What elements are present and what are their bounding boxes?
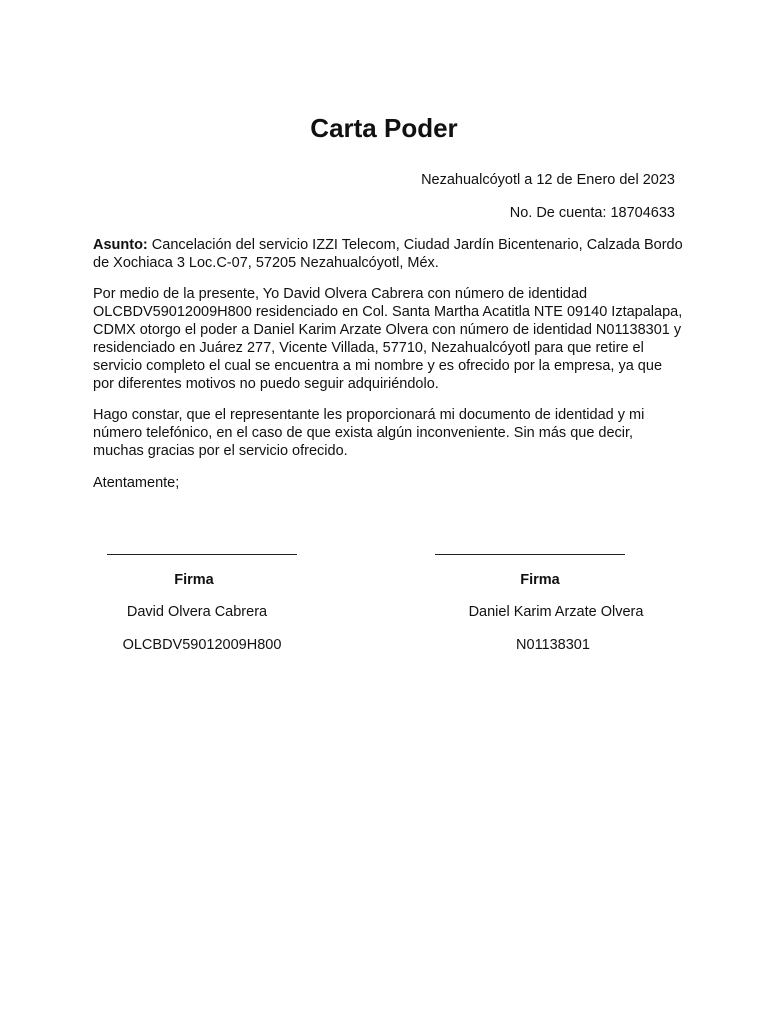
subject-label: Asunto: — [93, 237, 148, 253]
signature-line-right — [435, 554, 625, 555]
signer-id-left: OLCBDV59012009H800 — [122, 637, 282, 653]
signature-area-left — [107, 538, 299, 555]
signature-area-right — [435, 538, 627, 555]
closing-text: Atentamente; — [93, 475, 180, 491]
place-date: Nezahualcóyotl a 12 de Enero del 2023 — [421, 172, 675, 188]
body-paragraph-1: Por medio de la presente, Yo David Olvera Cabrera con número de identidad OLCBDV59012009H800 residenciado en Col. Santa Martha Acatitla NTE 09140 Iztapalapa, CDMX otorgo el poder a Daniel Karim Arzate Olvera con número de identidad N01138301 y residenciado en Juárez 277, Vicente Villada, 57710, Nezahualcóyotl para que retire el servicio completo el cual se encuentra a mi nombre y es ofrecido por la empresa, ya que por diferentes motivos no puedo seguir adquiriéndolo. — [93, 286, 683, 392]
body-paragraph-2: Hago constar, que el representante les proporcionará mi documento de identidad y mi número telefónico, en el caso de que exista algún inconveniente. Sin más que decir, muchas gracias por el servicio ofrecido. — [93, 407, 645, 459]
signer-name-right: Daniel Karim Arzate Olvera — [468, 604, 644, 620]
subject-paragraph — [93, 236, 683, 272]
signature-line-left — [107, 554, 297, 555]
signature-label-right: Firma — [520, 572, 560, 588]
account-number: No. De cuenta: 18704633 — [509, 205, 675, 221]
signer-name-left: David Olvera Cabrera — [126, 604, 268, 620]
signature-label-left: Firma — [174, 572, 214, 588]
signer-id-right: N01138301 — [516, 637, 590, 653]
subject-text: Cancelación del servicio IZZI Telecom, Ciudad Jardín Bicentenario, Calzada Bordo de Xochiaca 3 Loc.C-07, 57205 Nezahualcóyotl, Méx. — [93, 237, 683, 271]
document-title: Carta Poder — [310, 113, 458, 143]
